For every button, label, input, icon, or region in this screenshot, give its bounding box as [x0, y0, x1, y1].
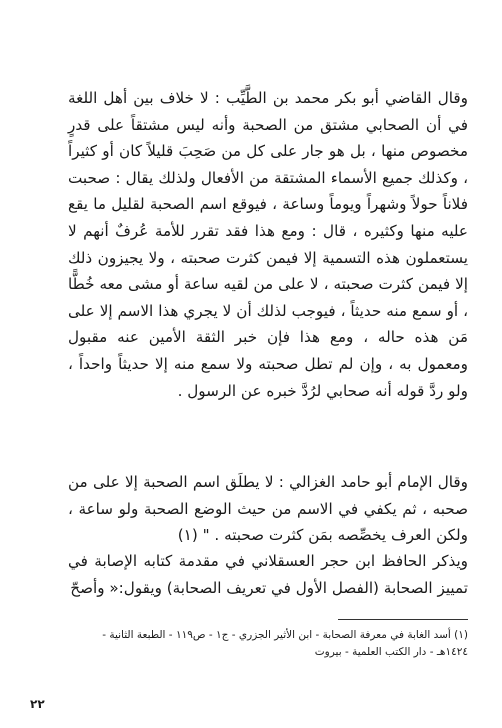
paragraph-text: وقال القاضي أبو بكر محمد بن الطَّيِّب : لا خلاف بين أهل اللغة في أن الصحابي مشتق من الصحبة وأنه ليس مشتقاً على قدرٍ مخصوص منها ، بل هو جار على كل من صَحِبَ قليلاً كان أو كثيراً ، وكذلك جميع الأسماء المشتقة من الأفعال ولذلك يقال : صحبت فلاناً حولاً وشهراً ويوماً وساعة ، فيوقع اسم الصحبة لقليل ما يقع عليه منها وكثيره ، قال : ومع هذا فقد تقرر للأمة عُرفٌ أنهم لا يستعملون هذه التسمية إلا فيمن كثرت صحبته ، ولا يجيزون ذلك إلا فيمن كثرت صحبته ، لا على من لقيه ساعة أو مشى معه خُطًّا ، أو سمع منه حديثاً ، فيوجب لذلك أن لا يجري هذا الاسم إلا على مَن هذه حاله ، ومع هذا فإن خبر الثقة الأمين عنه مقبول ومعمول به ، وإن لم تطل صحبته ولا سمع منه إلا حديثاً واحداً ، ولو ردَّ قوله أنه صحابي لرُدَّ خبره عن الرسول . — [68, 89, 468, 400]
paragraph-text: وقال الإمام أبو حامد الغزالي : لا يطلَق اسم الصحبة إلا على من صحبه ، ثم يكفي في الاسم من حيث الوضع الصحبة ولو ساعة ، ولكن العرف يخصِّصه بمَن كثرت صحبته . " (١) — [68, 473, 468, 545]
footnote-divider — [338, 619, 468, 620]
paragraph-ibn-hajar-intro — [68, 548, 468, 601]
footnote: (١) أسد الغابة في معرفة الصحابة - ابن الأثير الجزري - ج١ - ص١١٩ - الطبعة الثانية - ١٤٢٤هـ - دار الكتب العلمية - بيروت — [102, 629, 468, 658]
paragraph-ghazali-quote — [68, 469, 468, 549]
page-number: ٢٢ — [30, 697, 45, 711]
paragraph-text: ويذكر الحافظ ابن حجر العسقلاني في مقدمة كتابه الإصابة في تمييز الصحابة (الفصل الأول في تعريف الصحابة) ويقول:« وأصحّ — [68, 552, 468, 597]
paragraph-sahabi-definition-qadi — [68, 85, 468, 404]
